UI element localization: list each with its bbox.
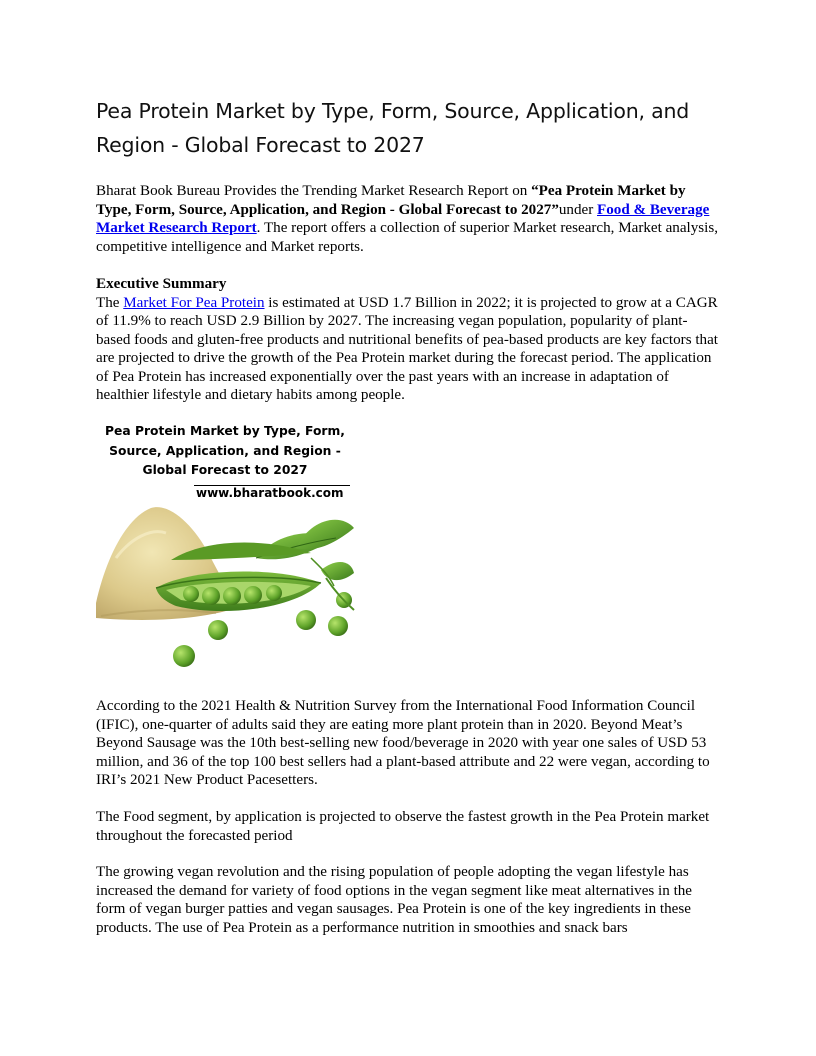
survey-paragraph: According to the 2021 Health & Nutrition Survey from the International Food Information Council (IFIC), one-quarter of adults said they are eating more plant protein than in 2020. Beyond Meat’s Beyond Sausage was the 10th best-selling new food/beverage in 2020 with year one sales of USD 53 million, and 36 of the top 100 best sellers had a plant-based attribute and 22 were vegan, according to IRI’s 2021 New Product Pacesetters. [96,698,710,788]
report-title: “Pea Protein Market by Type, Form, Source, Application, and Region - Global Forecast to 2027” [96,183,686,218]
vegan-revolution-paragraph: The growing vegan revolution and the rising population of people adopting the vegan lifestyle has increased the demand for variety of food options in the vegan segment like meat alternatives in the form of vegan burger patties and vegan sausages. Pea Protein is one of the key ingredients in these products. The use of Pea Protein as a performance nutrition in smoothies and snack bars [96,864,693,936]
page-title-line-2: Region - Global Forecast to 2027 [96,133,425,157]
figure-title-line-2: Source, Application, and Region - [109,443,341,458]
figure-title-line-1: Pea Protein Market by Type, Form, [105,424,345,438]
exec-text-before: The [96,294,124,311]
page-title [96,94,736,162]
intro-paragraph [96,182,720,256]
market-for-pea-protein-link[interactable]: Market For Pea Protein [123,294,265,311]
food-beverage-link[interactable]: Food & Beverage Market Research Report [96,201,710,236]
exec-text-after: is estimated at USD 1.7 Billion in 2022; it is projected to grow at a CAGR of 11.9% to reach USD 2.9 Billion by 2027. The increasing vegan population, popularity of plant-based foods and gluten-free products and nutritional benefits of pea-based products are key factors that are projected to drive the growth of the Pea Protein market during the forecast period. The application of Pea Protein has increased exponentially over the past years with an increase in adaptation of healthier lifestyle and dietary habits among people. [96,294,718,403]
figure-title [96,422,354,481]
figure-title-line-3: Global Forecast to 2027 [142,463,308,477]
pea-protein-illustration [96,498,356,676]
report-cover-image [96,418,356,676]
executive-summary-heading: Executive Summary [96,276,227,292]
figure-url: www.bharatbook.com [196,486,344,500]
intro-under: under [558,201,598,218]
intro-text-after: . The report offers a collection of superior Market research, Market analysis, competitive intelligence and Market reports. [96,220,718,255]
food-segment-paragraph: The Food segment, by application is projected to observe the fastest growth in the Pea Protein market throughout the forecasted period [96,809,710,844]
intro-text-before: Bharat Book Bureau Provides the Trending Market Research Report on [96,183,532,199]
executive-summary [96,275,720,405]
page-title-line-1: Pea Protein Market by Type, Form, Source, Application, and [96,99,690,123]
